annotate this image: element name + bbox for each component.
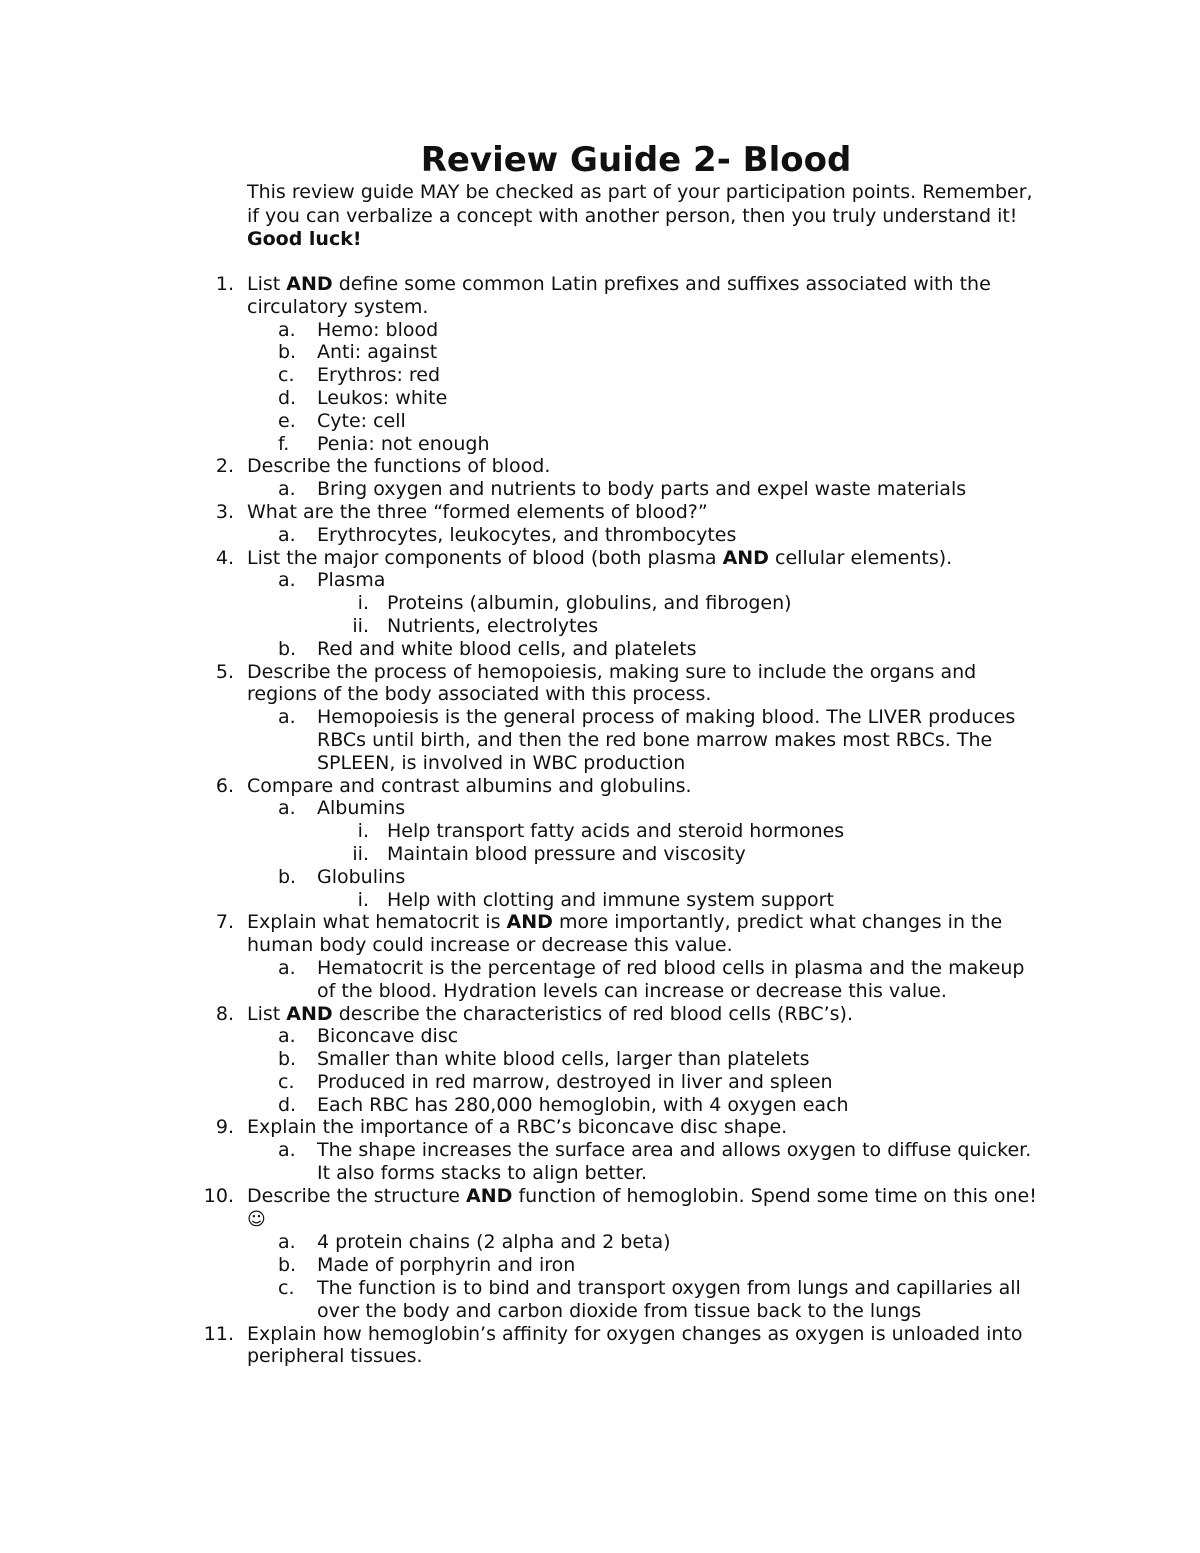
answer-text: Hemo: blood [317,318,439,341]
answer-item [200,478,1040,501]
answer-label: a. [278,956,296,979]
answer-item [200,866,1040,889]
question-number: 2. [215,455,234,478]
answer-subitem [200,615,1040,638]
answer-label: c. [278,1070,295,1093]
question-item [200,273,1040,319]
question-number: 5. [215,660,234,683]
answer-label: f. [278,432,290,455]
question-number: 10. [203,1184,234,1207]
answer-item [200,341,1040,364]
answer-subtext: Maintain blood pressure and viscosity [387,842,746,865]
question-text [247,1003,853,1025]
question-item [200,547,1040,570]
answer-text: Bring oxygen and nutrients to body parts and expel waste materials [317,478,967,501]
question-text [247,273,991,318]
answer-text: The function is to bind and transport oxygen from lungs and capillaries all over the body and carbon dioxide from tissue back to the lungs [317,1277,1021,1322]
answer-label: b. [278,637,297,660]
question-text-part: Describe the structure [247,1184,467,1207]
answer-subtext: Help transport fatty acids and steroid hormones [387,820,845,843]
answer-label: a. [278,1025,296,1048]
answer-item [200,410,1040,433]
answer-label: c. [278,364,295,387]
page-title: Review Guide 2- Blood [420,140,852,180]
answer-item [200,524,1040,547]
answer-text: Erythrocytes, leukocytes, and thrombocytes [317,523,737,546]
answer-sublabel: i. [357,888,369,911]
question-text [247,1323,1023,1368]
answer-subitem [200,843,1040,866]
answer-text: Each RBC has 280,000 hemoglobin, with 4 oxygen each [317,1093,849,1116]
answer-text: Erythros: red [317,364,441,387]
emphasis-text: AND [722,546,769,569]
question-list [200,273,1040,1368]
question-item [200,501,1040,524]
answer-label: a. [278,478,296,501]
answer-item [200,706,1040,774]
answer-text: Penia: not enough [317,432,490,455]
question-text-part: Compare and contrast albumins and globulins. [247,774,692,797]
question-text [247,547,952,569]
answer-item [200,433,1040,456]
question-number: 8. [215,1002,234,1025]
question-item [200,1323,1040,1369]
answer-item [200,957,1040,1003]
answer-text: Made of porphyrin and iron [317,1254,576,1277]
answer-label: a. [278,1231,296,1254]
question-number: 11. [203,1322,234,1345]
question-text-part: Explain the importance of a RBC’s biconcave disc shape. [247,1116,788,1139]
question-number: 6. [215,774,234,797]
question-number: 7. [215,911,234,934]
answer-sublabel: i. [357,820,369,843]
answer-text: Red and white blood cells, and platelets [317,637,697,660]
emphasis-text: AND [286,273,333,295]
answer-subtext: Nutrients, electrolytes [387,614,599,637]
question-number: 4. [215,546,234,569]
question-text [247,501,708,523]
answer-label: a. [278,797,296,820]
question-text-part: more importantly, predict what changes in the human body could increase or decrease this value. [247,911,1003,957]
intro-text: This review guide MAY be checked as part of your participation points. Remember, if you can verbalize a concept with another person, then you truly understand it! [247,181,1033,227]
answer-label: a. [278,523,296,546]
answer-label: b. [278,1254,297,1277]
question-text [247,1116,787,1138]
answer-text: Cyte: cell [317,409,406,432]
answer-item [200,1048,1040,1071]
question-number: 9. [215,1116,234,1139]
answer-text: Globulins [317,865,406,888]
answer-item [200,387,1040,410]
answer-item [200,1094,1040,1117]
question-text [247,911,1002,956]
answer-item [200,1139,1040,1185]
question-text-part: List [247,273,287,295]
answer-label: b. [278,865,297,888]
answer-sublabel: ii. [352,842,369,865]
answer-label: a. [278,1139,296,1162]
question-item [200,661,1040,707]
answer-text: Biconcave disc [317,1025,459,1048]
answer-label: a. [278,706,296,729]
question-text [247,455,550,477]
answer-item [200,569,1040,592]
answer-item [200,638,1040,661]
question-item [200,1003,1040,1026]
question-text-part: cellular elements). [768,546,953,569]
question-item [200,455,1040,478]
answer-sublabel: i. [357,592,369,615]
answer-text: Albumins [317,797,406,820]
question-text [247,775,692,797]
intro-emphasis: Good luck! [247,228,362,250]
answer-item [200,1025,1040,1048]
question-text-part: Explain how hemoglobin’s affinity for oxygen changes as oxygen is unloaded into peripheral tissues. [247,1322,1023,1368]
answer-item [200,1231,1040,1254]
answer-item [200,797,1040,820]
answer-item [200,319,1040,342]
answer-subtext: Help with clotting and immune system support [387,888,834,911]
question-text-part: List the major components of blood (both plasma [247,546,723,569]
answer-sublabel: ii. [352,614,369,637]
question-item [200,775,1040,798]
emphasis-text: AND [506,911,553,934]
question-text-part: describe the characteristics of red blood cells (RBC’s). [332,1002,853,1025]
question-text-part: Describe the process of hemopoiesis, making sure to include the organs and regions of the body associated with this process. [247,660,977,706]
answer-text: Plasma [317,569,386,592]
question-item [200,1116,1040,1139]
answer-item [200,1254,1040,1277]
answer-label: b. [278,341,297,364]
answer-label: c. [278,1277,295,1300]
smiley-icon: ☺ [247,1208,266,1230]
answer-text: Hematocrit is the percentage of red blood cells in plasma and the makeup of the blood. Hydration levels can increase or decrease this value. [317,956,1025,1002]
answer-label: d. [278,386,297,409]
answer-subitem [200,889,1040,912]
answer-subtext: Proteins (albumin, globulins, and fibrogen) [387,592,792,615]
question-number: 1. [215,273,234,295]
question-item [200,911,1040,957]
answer-label: a. [278,569,296,592]
answer-text: Smaller than white blood cells, larger than platelets [317,1048,810,1071]
answer-label: e. [278,409,296,432]
answer-text: 4 protein chains (2 alpha and 2 beta) [317,1231,671,1254]
answer-subitem [200,592,1040,615]
emphasis-text: AND [286,1002,333,1025]
answer-text: Hemopoiesis is the general process of making blood. The LIVER produces RBCs until birth, and then the red bone marrow makes most RBCs. The SPLEEN, is involved in WBC production [317,706,1016,774]
question-text-part: Explain what hematocrit is [247,911,507,934]
answer-label: d. [278,1093,297,1116]
answer-label: b. [278,1048,297,1071]
question-text-part: define some common Latin prefixes and suffixes associated with the circulatory system. [247,273,991,318]
answer-item [200,1071,1040,1094]
answer-item [200,1277,1040,1323]
answer-text: Leukos: white [317,386,448,409]
question-text [247,1185,1037,1230]
question-text-part: Describe the functions of blood. [247,455,551,478]
question-text [247,661,976,706]
answer-item [200,364,1040,387]
answer-label: a. [278,318,296,341]
answer-text: Anti: against [317,341,438,364]
answer-subitem [200,820,1040,843]
answer-text: The shape increases the surface area and allows oxygen to diffuse quicker. It also forms stacks to align better. [317,1139,1032,1185]
intro-paragraph [247,181,1047,252]
question-text-part: List [247,1002,287,1025]
question-item [200,1185,1040,1232]
question-text-part: What are the three “formed elements of blood?” [247,500,708,523]
question-number: 3. [215,500,234,523]
answer-text: Produced in red marrow, destroyed in liver and spleen [317,1070,833,1093]
question-text-part: function of hemoglobin. Spend some time on this one! [512,1184,1037,1207]
emphasis-text: AND [466,1184,513,1207]
